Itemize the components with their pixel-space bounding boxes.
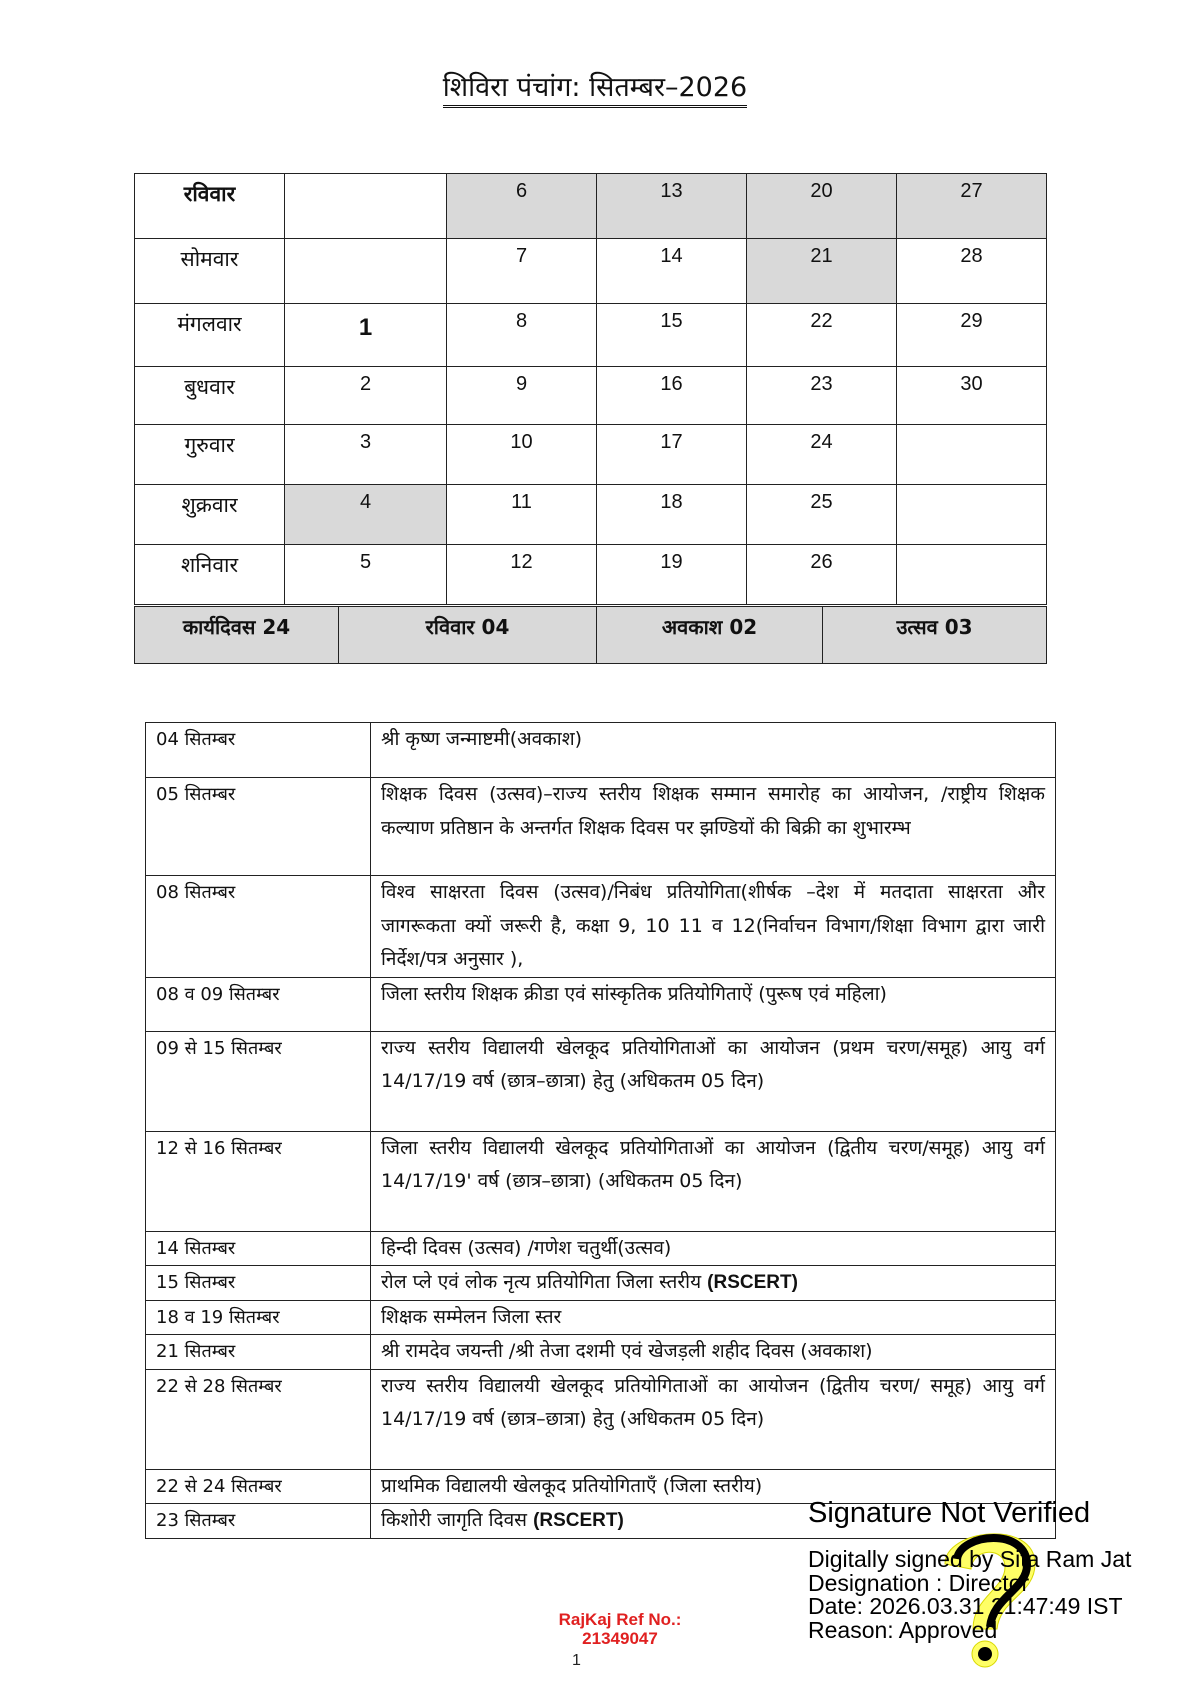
document-title-text: शिविरा पंचांग: सितम्बर–2026 — [443, 72, 747, 108]
event-date: 22 से 28 सितम्बर — [146, 1369, 371, 1469]
calendar-date-cell: 11 — [447, 485, 597, 545]
calendar-row — [135, 367, 1047, 425]
event-description — [371, 1266, 1056, 1301]
event-description — [371, 1131, 1056, 1231]
calendar-row — [135, 304, 1047, 367]
event-row — [146, 1300, 1056, 1335]
event-row — [146, 1231, 1056, 1266]
event-row — [146, 1131, 1056, 1231]
event-row — [146, 1266, 1056, 1301]
event-row — [146, 1031, 1056, 1131]
event-date: 15 सितम्बर — [146, 1266, 371, 1301]
event-date: 05 सितम्बर — [146, 778, 371, 876]
event-text: जिला स्तरीय विद्यालयी खेलकूद प्रतियोगिताओं का आयोजन (द्वितीय चरण/समूह) आयु वर्ग 14/17/19' वर्ष (छात्र–छात्रा) (अधिकतम 05 दिन) — [381, 1136, 1045, 1192]
event-description — [371, 876, 1056, 978]
calendar-date-cell — [897, 485, 1047, 545]
calendar-row — [135, 239, 1047, 304]
weekday-label: रविवार — [135, 174, 285, 239]
document-title — [0, 72, 1190, 108]
weekday-label: मंगलवार — [135, 304, 285, 367]
calendar-date-cell: 20 — [747, 174, 897, 239]
calendar-row — [135, 425, 1047, 485]
calendar-date-cell — [285, 174, 447, 239]
event-org-tag: (RSCERT) — [707, 1272, 798, 1293]
event-org-tag: (RSCERT) — [533, 1510, 624, 1531]
event-text: प्राथमिक विद्यालयी खेलकूद प्रतियोगिताएँ (जिला स्तरीय) — [381, 1474, 763, 1497]
signature-status: Signature Not Verified — [808, 1497, 1091, 1529]
event-text: श्री कृष्ण जन्माष्टमी(अवकाश) — [381, 728, 583, 750]
calendar-date-cell: 8 — [447, 304, 597, 367]
calendar-date-cell: 24 — [747, 425, 897, 485]
digital-signature-block — [808, 1496, 1168, 1642]
calendar-date-cell: 1 — [285, 304, 447, 367]
event-text: शिक्षक सम्मेलन जिला स्तर — [381, 1305, 562, 1328]
summary-working-days: कार्यदिवस 24 — [135, 607, 339, 664]
event-date: 09 से 15 सितम्बर — [146, 1031, 371, 1131]
calendar-date-cell: 15 — [597, 304, 747, 367]
event-date: 14 सितम्बर — [146, 1231, 371, 1266]
calendar-date-cell: 28 — [897, 239, 1047, 304]
signature-reason: Reason: Approved — [808, 1616, 998, 1643]
event-text: राज्य स्तरीय विद्यालयी खेलकूद प्रतियोगिताओं का आयोजन (द्वितीय चरण/ समूह) आयु वर्ग 14/17/19 वर्ष (छात्र–छात्रा) हेतु (अधिकतम 05 दिन) — [381, 1374, 1045, 1430]
weekday-label: सोमवार — [135, 239, 285, 304]
calendar-date-cell: 2 — [285, 367, 447, 425]
calendar-date-cell: 10 — [447, 425, 597, 485]
calendar-date-cell: 17 — [597, 425, 747, 485]
calendar-date-cell: 19 — [597, 545, 747, 605]
summary-holidays: अवकाश 02 — [597, 607, 823, 664]
event-text: शिक्षक दिवस (उत्सव)–राज्य स्तरीय शिक्षक सम्मान समारोह का आयोजन, /राष्ट्रीय शिक्षक कल्याण प्रतिष्ठान के अन्तर्गत शिक्षक दिवस पर झण्डियों की बिक्री का शुभारम्भ — [381, 783, 1045, 839]
event-description — [371, 1231, 1056, 1266]
calendar-date-cell — [897, 425, 1047, 485]
calendar-date-cell — [285, 239, 447, 304]
event-date: 08 सितम्बर — [146, 876, 371, 978]
signature-designation: Designation : Director — [808, 1569, 1030, 1596]
calendar-date-cell: 6 — [447, 174, 597, 239]
calendar-row — [135, 174, 1047, 239]
event-text: श्री रामदेव जयन्ती /श्री तेजा दशमी एवं खेजड़ली शहीद दिवस (अवकाश) — [381, 1340, 873, 1362]
event-date: 22 से 24 सितम्बर — [146, 1469, 371, 1504]
event-text: हिन्दी दिवस (उत्सव) /गणेश चतुर्थी(उत्सव) — [381, 1236, 672, 1259]
calendar-date-cell: 27 — [897, 174, 1047, 239]
event-date: 04 सितम्बर — [146, 723, 371, 778]
calendar-date-cell: 25 — [747, 485, 897, 545]
event-text: रोल प्ले एवं लोक नृत्य प्रतियोगिता जिला स्तरीय — [381, 1271, 708, 1293]
event-text: किशोरी जागृति दिवस — [381, 1509, 534, 1531]
weekday-label: शुक्रवार — [135, 485, 285, 545]
calendar-date-cell: 29 — [897, 304, 1047, 367]
event-description — [371, 778, 1056, 876]
signature-signed-by: Digitally signed by Sita Ram Jat — [808, 1546, 1132, 1572]
event-description — [371, 1031, 1056, 1131]
event-description — [371, 1335, 1056, 1370]
event-row — [146, 723, 1056, 778]
ref-number: 21349047 — [582, 1629, 658, 1648]
calendar-date-cell: 30 — [897, 367, 1047, 425]
ref-label: RajKaj Ref No.: — [558, 1610, 682, 1629]
event-date: 08 व 09 सितम्बर — [146, 977, 371, 1031]
event-row — [146, 876, 1056, 978]
event-date: 23 सितम्बर — [146, 1504, 371, 1539]
calendar-row — [135, 485, 1047, 545]
weekday-label: शनिवार — [135, 545, 285, 605]
event-date: 18 व 19 सितम्बर — [146, 1300, 371, 1335]
event-row — [146, 1369, 1056, 1469]
summary-festivals: उत्सव 03 — [823, 607, 1047, 664]
event-description — [371, 1369, 1056, 1469]
calendar-date-cell: 18 — [597, 485, 747, 545]
event-description — [371, 723, 1056, 778]
events-table — [145, 722, 1056, 1539]
event-text: राज्य स्तरीय विद्यालयी खेलकूद प्रतियोगिताओं का आयोजन (प्रथम चरण/समूह) आयु वर्ग 14/17/19 वर्ष (छात्र–छात्रा) हेतु (अधिकतम 05 दिन) — [381, 1036, 1045, 1092]
calendar-row — [135, 545, 1047, 605]
calendar-date-cell: 14 — [597, 239, 747, 304]
event-description — [371, 977, 1056, 1031]
weekday-label: बुधवार — [135, 367, 285, 425]
calendar-date-cell: 5 — [285, 545, 447, 605]
calendar-date-cell: 13 — [597, 174, 747, 239]
event-row — [146, 977, 1056, 1031]
calendar-date-cell: 9 — [447, 367, 597, 425]
calendar-date-cell: 26 — [747, 545, 897, 605]
event-date: 21 सितम्बर — [146, 1335, 371, 1370]
calendar-date-cell: 21 — [747, 239, 897, 304]
calendar-date-cell: 16 — [597, 367, 747, 425]
calendar-table — [134, 173, 1047, 605]
calendar-date-cell: 4 — [285, 485, 447, 545]
event-row — [146, 1335, 1056, 1370]
calendar-date-cell: 22 — [747, 304, 897, 367]
rajkaj-reference — [530, 1610, 710, 1648]
summary-sundays: रविवार 04 — [339, 607, 597, 664]
event-text: विश्व साक्षरता दिवस (उत्सव)/निबंध प्रतियोगिता(शीर्षक –देश में मतदाता साक्षरता और जागरूकता क्यों जरूरी है, कक्षा 9, 10 11 व 12(निर्वाचन विभाग/शिक्षा विभाग द्वारा जारी निर्देश/पत्र अनुसार ), — [381, 881, 1045, 970]
weekday-label: गुरुवार — [135, 425, 285, 485]
calendar-summary — [134, 606, 1047, 664]
calendar-date-cell: 7 — [447, 239, 597, 304]
calendar-date-cell — [897, 545, 1047, 605]
event-row — [146, 778, 1056, 876]
event-text: जिला स्तरीय शिक्षक क्रीडा एवं सांस्कृतिक प्रतियोगिताऐं (पुरूष एवं महिला) — [381, 982, 887, 1005]
event-date: 12 से 16 सितम्बर — [146, 1131, 371, 1231]
calendar-date-cell: 3 — [285, 425, 447, 485]
signature-date: Date: 2026.03.31 21:47:49 IST — [808, 1593, 1123, 1619]
event-description — [371, 1300, 1056, 1335]
calendar-date-cell: 12 — [447, 545, 597, 605]
calendar-date-cell: 23 — [747, 367, 897, 425]
page-number: 1 — [572, 1652, 581, 1669]
